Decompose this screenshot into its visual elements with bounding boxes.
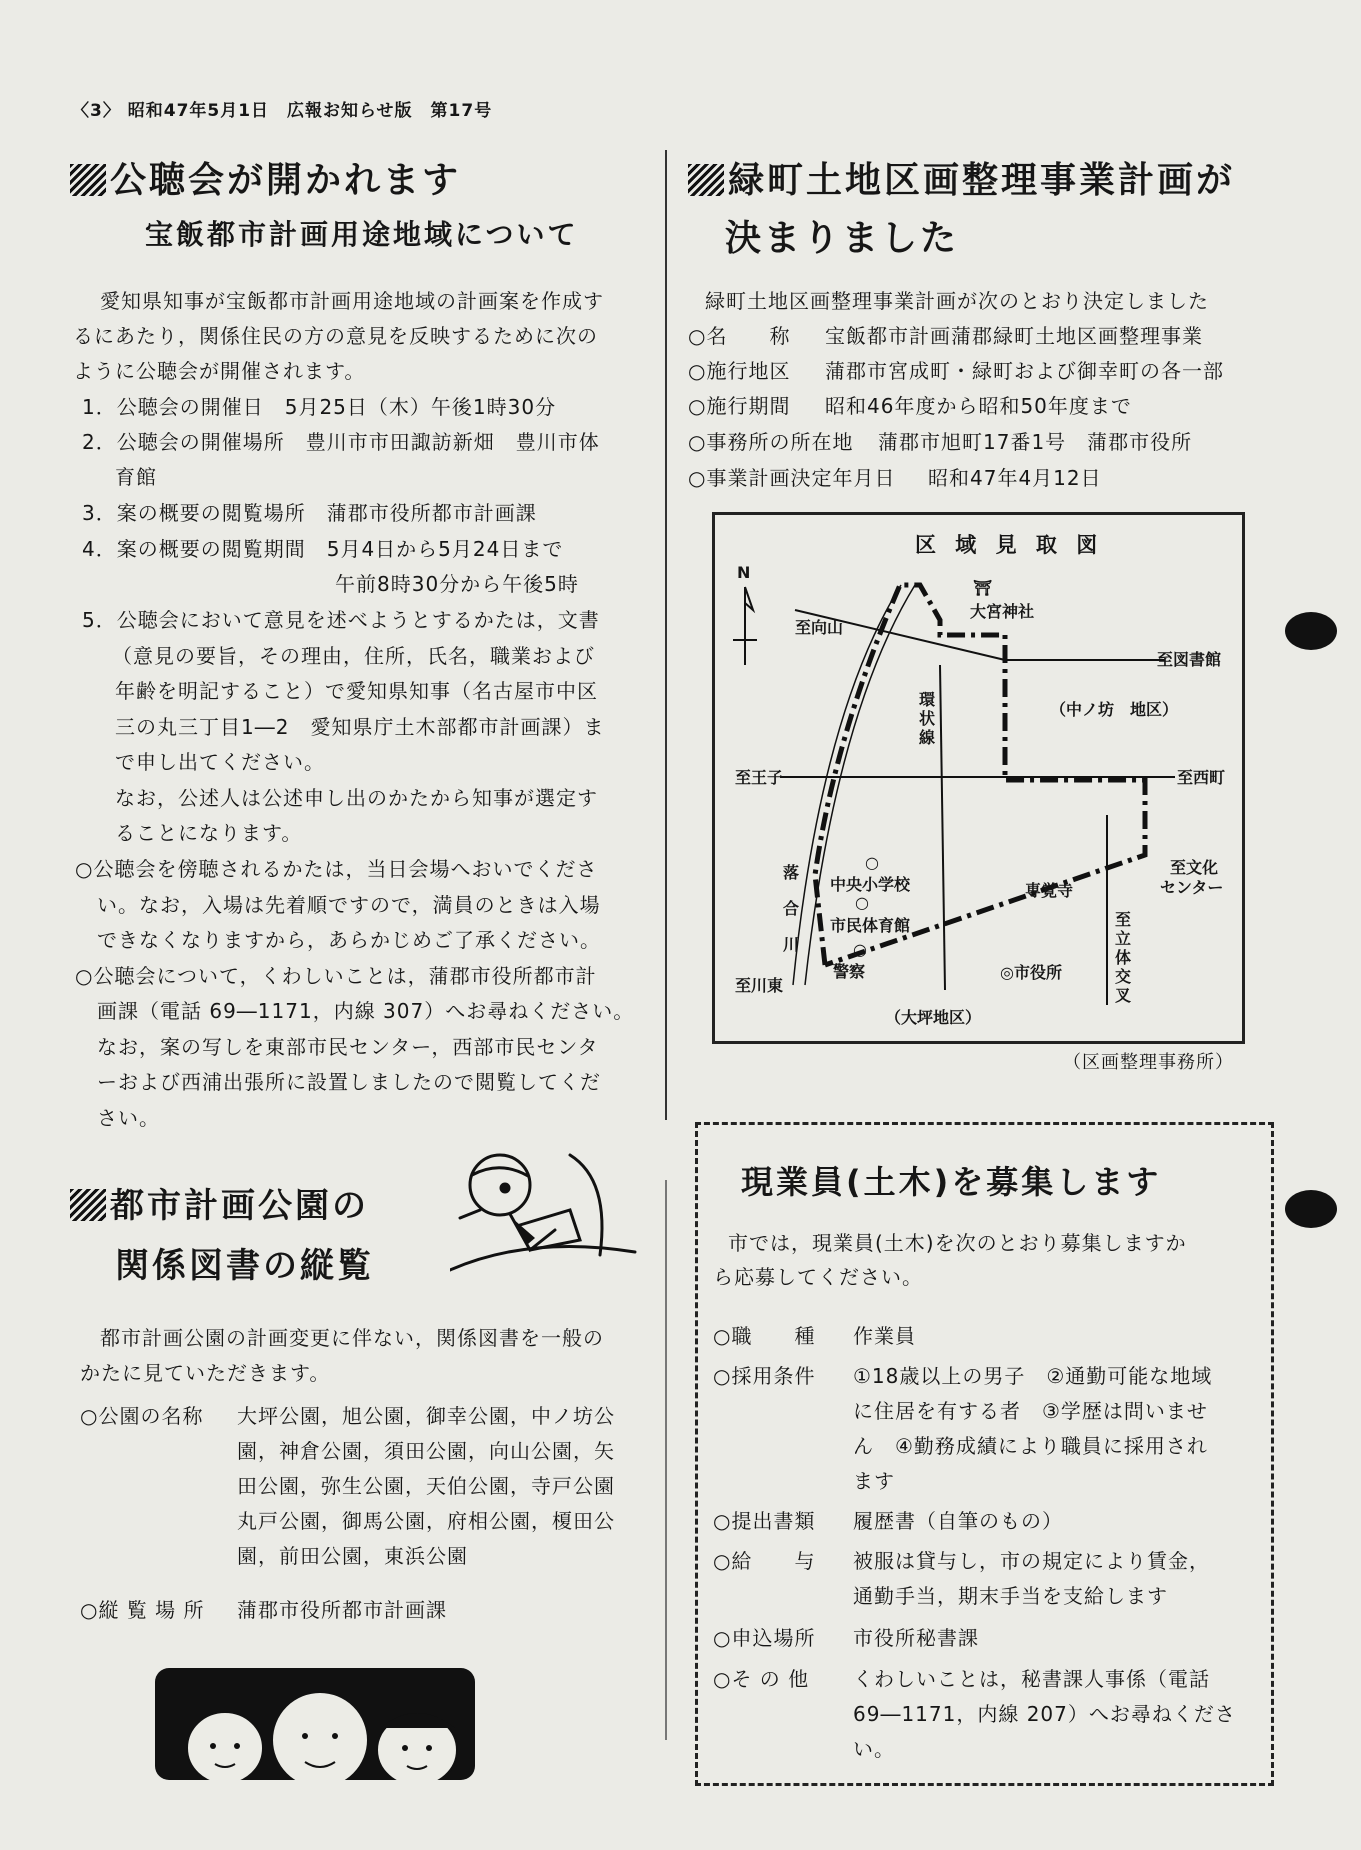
text-line: なお，案の写しを東部市民センター，西部市民センタ xyxy=(97,1035,599,1059)
to-bunka-label: 至文化 xyxy=(1170,858,1219,877)
park-place: 蒲郡市役所都市計画課 xyxy=(237,1598,447,1622)
recruit-item-label: ○申込場所 xyxy=(713,1626,816,1650)
text-line: ように公聴会が開催されます。 xyxy=(73,359,366,383)
text-line: 年齢を明記すること）で愛知県知事（名古屋市中区 xyxy=(115,679,598,703)
shrine-icon: ⛩ xyxy=(973,579,993,597)
midori-item-label: ○施行地区 xyxy=(688,359,791,383)
hearing-subtitle: 宝飯都市計画用途地域について xyxy=(145,218,579,251)
to-library-label: 至図書館 xyxy=(1157,650,1222,669)
midori-item-label: ○事業計画決定年月日 xyxy=(688,466,896,490)
shrine-label: 大宮神社 xyxy=(970,602,1035,621)
map-char: 合 xyxy=(783,899,800,918)
gym-label: 市民体育館 xyxy=(830,916,911,935)
map-char: 交 xyxy=(1115,967,1132,986)
park-names-line: 丸戸公園，御馬公園，府相公園，榎田公 xyxy=(237,1509,615,1533)
recruit-intro: 市では，現業員(土木)を次のとおり募集しますか xyxy=(728,1231,1187,1255)
nakanobo-district-label: （中ノ坊 地区） xyxy=(1050,700,1179,719)
park-title-line2: 関係図書の縦覧 xyxy=(115,1246,374,1286)
recruit-item-value: に住居を有する者 ③学歴は問いませ xyxy=(853,1399,1208,1423)
gym-dot-icon: ○ xyxy=(855,893,869,912)
text-line: 午前8時30分から午後5時 xyxy=(335,572,579,596)
recruit-item-value: ①18歳以上の男子 ②通勤可能な地域 xyxy=(853,1364,1213,1388)
recruit-item-label: ○給 与 xyxy=(713,1549,816,1573)
binder-hole-mark xyxy=(1285,612,1337,650)
binder-hole-mark xyxy=(1285,1190,1337,1228)
ochiai-river-label xyxy=(783,855,801,963)
to-kawahigashi-label: 至川東 xyxy=(735,976,784,995)
text-line: 5．公聴会において意見を述べようとするかたは，文書 xyxy=(82,608,600,632)
school-dot-icon: ○ xyxy=(865,853,879,872)
recruit-item-value: くわしいことは，秘書課人事係（電話 xyxy=(853,1667,1210,1691)
otsubo-district-label: （大坪地区） xyxy=(885,1008,982,1027)
recruit-item-label: ○職 種 xyxy=(713,1324,816,1348)
recruit-item-value: ます xyxy=(853,1469,895,1493)
police-label: 警察 xyxy=(833,962,866,981)
recruit-item-value: 作業員 xyxy=(853,1324,916,1348)
recruit-item-label: ○採用条件 xyxy=(713,1364,816,1388)
hatch-icon xyxy=(70,164,106,196)
to-nishimachi-label: 至西町 xyxy=(1177,768,1226,787)
school-label: 中央小学校 xyxy=(830,875,911,894)
park-intro-line: 都市計画公園の計画変更に伴ない，関係図書を一般の xyxy=(100,1326,604,1350)
midori-item-value: 昭和47年4月12日 xyxy=(928,466,1102,490)
map-char: 立 xyxy=(1115,929,1132,948)
park-title-line1: 都市計画公園の xyxy=(110,1186,369,1226)
to-mukaiyama-label: 至向山 xyxy=(795,618,844,637)
recruit-item-label: ○そ の 他 xyxy=(713,1667,810,1691)
midori-item-label: ○施行期間 xyxy=(688,394,791,418)
text-line: （意見の要旨，その理由，住所，氏名，職業および xyxy=(112,644,595,668)
park-names-line: 園，神倉公園，須田公園，向山公園，矢 xyxy=(237,1439,615,1463)
park-intro-line: かたに見ていただきます。 xyxy=(80,1361,331,1385)
park-names-line: 大坪公園，旭公園，御幸公園，中ノ坊公 xyxy=(237,1404,615,1428)
map-title: 区 域 見 取 図 xyxy=(915,533,1104,557)
map-source: （区画整理事務所） xyxy=(1063,1052,1234,1073)
midori-item-value: 宝飯都市計画蒲郡緑町土地区画整理事業 xyxy=(825,324,1203,348)
column-divider xyxy=(665,1180,667,1740)
midori-title xyxy=(688,152,1235,203)
map-char: 線 xyxy=(918,728,935,747)
text-line: 2．公聴会の開催場所 豊川市市田諏訪新畑 豊川市体 xyxy=(82,430,600,454)
midori-item-value: 蒲郡市宮成町・緑町および御幸町の各一部 xyxy=(825,359,1224,383)
text-line: 1．公聴会の開催日 5月25日（木）午後1時30分 xyxy=(82,395,557,419)
midori-intro: 緑町土地区画整理事業計画が次のとおり決定しました xyxy=(705,289,1209,313)
park-name-label: ○公園の名称 xyxy=(80,1404,204,1428)
recruit-intro: ら応募してください。 xyxy=(713,1265,923,1289)
city-hall-label: ◎市役所 xyxy=(1000,963,1062,982)
recruit-item-label: ○提出書類 xyxy=(713,1509,816,1533)
midori-item-label: ○名 称 xyxy=(688,324,791,348)
midori-item-label: ○事務所の所在地 xyxy=(688,430,854,454)
text-line: 3．案の概要の閲覧場所 蒲郡市役所都市計画課 xyxy=(82,501,537,525)
text-line: るにあたり，関係住民の方の意見を反映するために次の xyxy=(73,324,598,348)
map-char: 状 xyxy=(918,709,935,728)
recruit-item-value: 通勤手当，期末手当を支給します xyxy=(853,1584,1168,1608)
text-line: 4．案の概要の閲覧期間 5月4日から5月24日まで xyxy=(82,537,564,561)
senkakuji-label: 専覚寺 xyxy=(1025,881,1074,900)
hatch-icon xyxy=(70,1189,106,1221)
loop-road-label xyxy=(918,690,936,747)
recruit-title: 現業員(土木)を募集します xyxy=(741,1163,1162,1201)
recruit-item-value: 被服は貸与し，市の規定により賃金， xyxy=(853,1549,1210,1573)
recruit-item-value: い。 xyxy=(853,1737,895,1761)
text-line: ○公聴会を傍聴されるかたは，当日会場へおいでくださ xyxy=(75,857,598,881)
hearing-title xyxy=(70,152,461,203)
children-faces-illustration xyxy=(155,1668,475,1780)
text-line: できなくなりますから，あらかじめご了承ください。 xyxy=(97,928,601,952)
to-oji-label: 至王子 xyxy=(735,768,784,787)
text-line: ることになります。 xyxy=(115,821,303,845)
park-names-line: 園，前田公園，東浜公園 xyxy=(237,1544,468,1568)
map-char: 環 xyxy=(918,690,935,709)
column-divider xyxy=(665,150,667,1120)
text-line: で申し出てください。 xyxy=(115,750,325,774)
map-char: 至 xyxy=(1115,910,1132,929)
text-line: 画課（電話 69―1171，内線 307）へお尋ねください。 xyxy=(97,999,635,1023)
north-label: N xyxy=(737,563,751,582)
midori-title-line2: 決まりました xyxy=(725,218,960,259)
recruit-box xyxy=(695,1122,1274,1786)
recruit-item-value: ん ④勤務成績により職員に採用され xyxy=(853,1434,1208,1458)
page-header: 〈3〉 昭和47年5月1日 広報お知らせ版 第17号 xyxy=(72,101,493,121)
reading-bird-illustration xyxy=(450,1140,640,1280)
hearing-title-text: 公聴会が開かれます xyxy=(110,160,462,201)
text-line: ーおよび西浦出張所に設置しましたので閲覧してくだ xyxy=(97,1070,601,1094)
text-line: さい。 xyxy=(97,1106,160,1130)
text-line: 育館 xyxy=(115,465,157,489)
text-line: 三の丸三丁目1―2 愛知県庁土木部都市計画課）ま xyxy=(115,715,605,739)
recruit-item-value: 履歴書（自筆のもの） xyxy=(853,1509,1063,1533)
midori-item-value: 蒲郡市旭町17番1号 蒲郡市役所 xyxy=(878,430,1193,454)
text-line: 愛知県知事が宝飯都市計画用途地域の計画案を作成す xyxy=(100,289,604,313)
map-char: 落 xyxy=(783,863,800,882)
text-line: なお，公述人は公述申し出のかたから知事が選定す xyxy=(115,786,598,810)
map-char: 体 xyxy=(1115,948,1132,967)
park-title xyxy=(70,1178,369,1227)
to-rittai-label xyxy=(1115,910,1133,1005)
text-line: ○公聴会について，くわしいことは，蒲郡市役所都市計 xyxy=(75,964,597,988)
park-place-label: ○縦 覧 場 所 xyxy=(80,1598,205,1622)
to-bunka-center-label: センター xyxy=(1160,878,1224,897)
police-dot-icon: ○ xyxy=(853,940,867,959)
area-map xyxy=(712,512,1245,1044)
midori-title-line1: 緑町土地区画整理事業計画が xyxy=(728,160,1236,201)
midori-item-value: 昭和46年度から昭和50年度まで xyxy=(825,394,1132,418)
text-line: い。なお，入場は先着順ですので，満員のときは入場 xyxy=(97,893,601,917)
hatch-icon xyxy=(688,164,724,196)
map-char: 川 xyxy=(783,935,800,954)
map-char: 叉 xyxy=(1115,986,1132,1005)
recruit-item-value: 69―1171，内線 207）へお尋ねくださ xyxy=(853,1702,1236,1726)
recruit-item-value: 市役所秘書課 xyxy=(853,1626,979,1650)
park-names-line: 田公園，弥生公園，天伯公園，寺戸公園 xyxy=(237,1474,615,1498)
